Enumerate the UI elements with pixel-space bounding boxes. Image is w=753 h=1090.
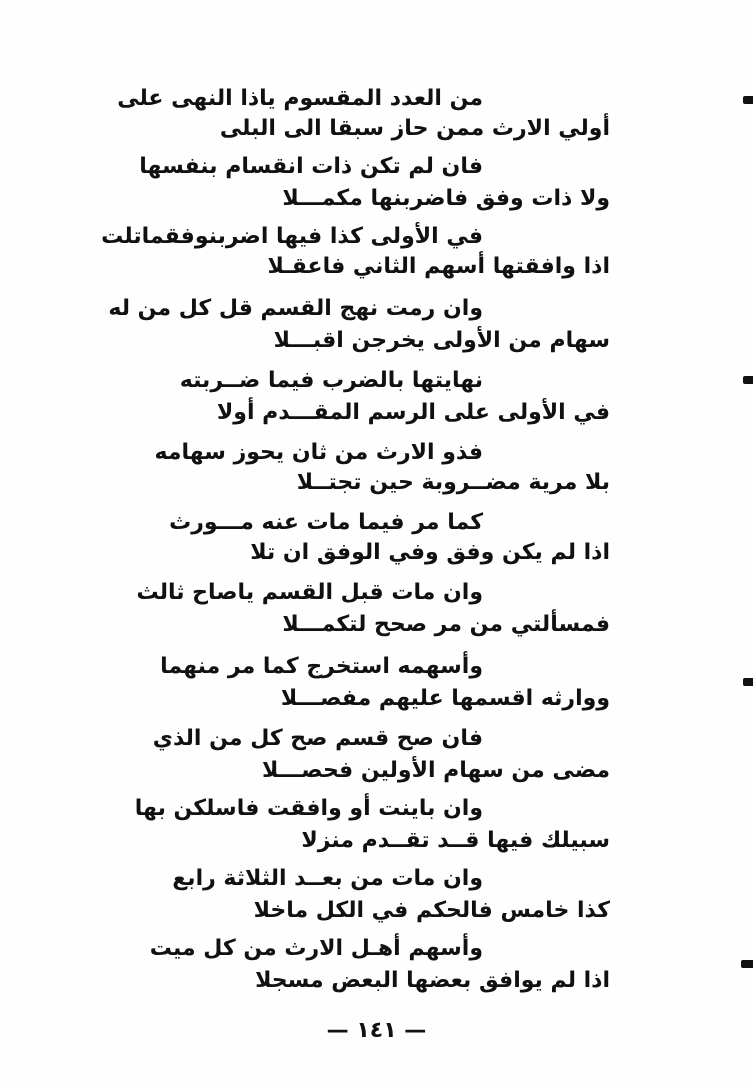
verse-line: من العدد المقسوم ياذا النهى على bbox=[117, 86, 483, 111]
verse-line: في الأولى على الرسم المقـــدم أولا bbox=[216, 400, 610, 425]
verse-line: ولا ذات وفق فاضربنها مكمـــلا bbox=[282, 186, 610, 211]
page-number: — ١٤١ — bbox=[326, 1018, 427, 1043]
verse-line: وان مات من بعــد الثلاثة رابع bbox=[172, 866, 483, 891]
verse-line: كذا خامس فالحكم في الكل ماخلا bbox=[253, 898, 610, 923]
verse-line: مضى من سهام الأولين فحصـــلا bbox=[262, 758, 610, 783]
verse-line: بلا مرية مضــروبة حين تجتــلا bbox=[296, 470, 610, 495]
edge-mark bbox=[741, 960, 753, 968]
verse-line: فمسألتي من مر صحح لتكمـــلا bbox=[282, 612, 610, 637]
verse-line: وان رمت نهج القسم قل كل من له bbox=[108, 296, 483, 321]
verse-line: سبيلك فيها قــد تقــدم منزلا bbox=[301, 828, 610, 853]
verse-line: أولي الارث ممن حاز سبقا الى البلى bbox=[219, 116, 610, 141]
verse-line: فان صح قسم صح كل من الذي bbox=[152, 726, 483, 751]
edge-mark bbox=[743, 678, 753, 686]
verse-line: فذو الارث من ثان يحوز سهامه bbox=[154, 440, 483, 465]
edge-mark bbox=[743, 376, 753, 384]
edge-mark bbox=[743, 96, 753, 104]
verse-line: اذا لم يوافق بعضها البعض مسجلا bbox=[255, 968, 610, 993]
verse-line: وأسهمه استخرج كما مر منهما bbox=[160, 654, 483, 679]
verse-line: فان لم تكن ذات انقسام بنفسها bbox=[139, 154, 483, 179]
verse-line: اذا وافقتها أسهم الثاني فاعقـلا bbox=[267, 254, 610, 279]
verse-line: وان مات قبل القسم ياصاح ثالث bbox=[136, 580, 483, 605]
verse-line: سهام من الأولى يخرجن اقبـــلا bbox=[273, 328, 610, 353]
verse-line: في الأولى كذا فيها اضربنوفقماتلت bbox=[101, 224, 483, 249]
verse-line: وان باينت أو وافقت فاسلكن بها bbox=[134, 796, 483, 821]
verse-line: وأسهم أهـل الارث من كل ميت bbox=[149, 936, 483, 961]
verse-line: اذا لم يكن وفق وفي الوفق ان تلا bbox=[250, 540, 610, 565]
verse-line: ووارثه اقسمها عليهم مفصـــلا bbox=[280, 686, 610, 711]
verse-line: نهايتها بالضرب فيما ضــربته bbox=[179, 368, 483, 393]
verse-line: كما مر فيما مات عنه مـــورث bbox=[169, 510, 483, 535]
